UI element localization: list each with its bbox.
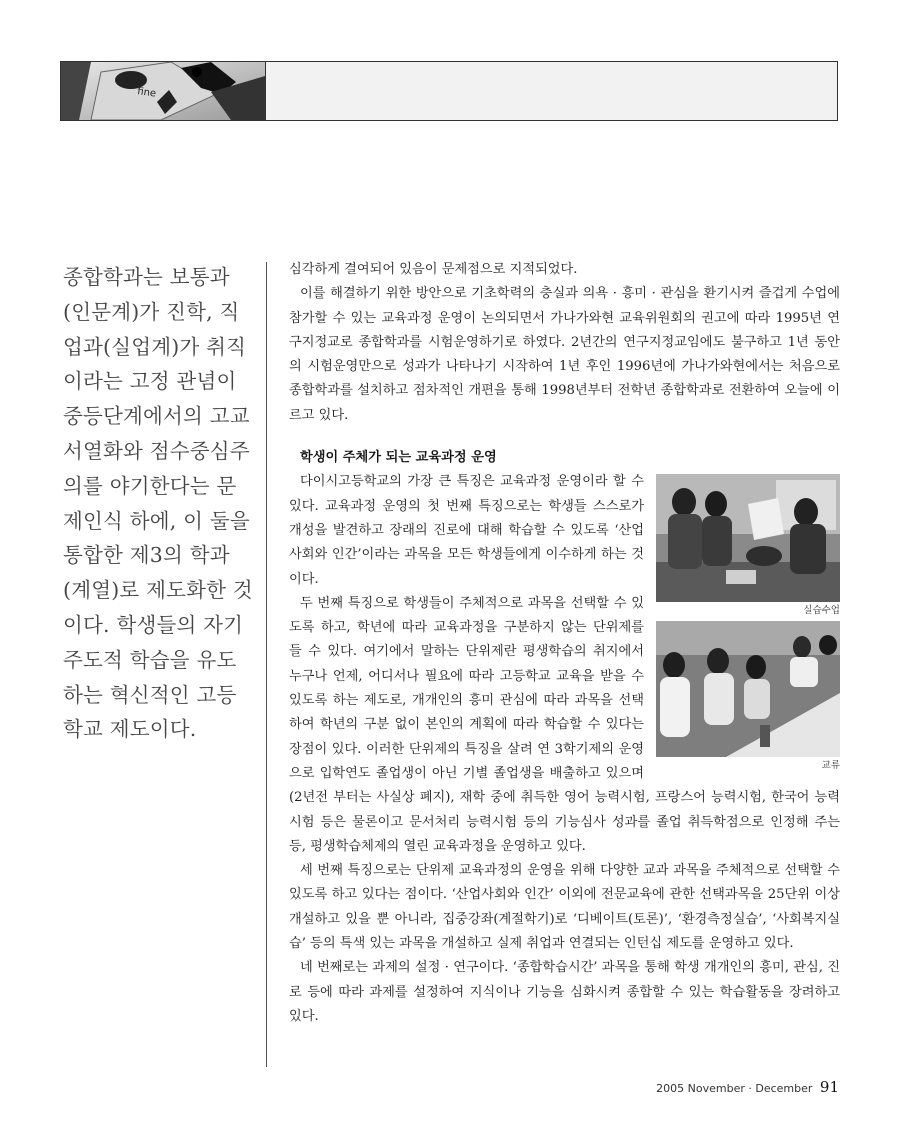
practice-class-graphic [656,474,840,602]
banner-photo [61,62,266,120]
banner-photo-graphic [61,62,265,120]
pull-quote-text: 종합학과는 보통과(인문계)가 진학, 직업과(실업계)가 취직이라는 고정 관념이 중등단계에서의 고교서열화와 점수중심주의를 야기한다는 문제인식 하에, 이 둘을 통합한 제3의 학과(계열)로 제도화한 것이다. 학생들의 자기주도적 학습을 유도하는 혁신적인 고등학교 제도이다. [63,265,253,742]
header-banner [60,61,838,121]
pull-quote [63,260,255,747]
paragraph-5: 세 번째 특징으로는 단위제 교육과정의 운영을 위해 다양한 교과 과목을 주체적으로 선택할 수 있도록 하고 있다는 점이다. ‘산업사회와 인간’ 이외에 전문교육에 관한 선택과목을 25단위 이상 개설하고 있을 뿐 아니라, 집중강좌(계절학기)로 ‘디베이트(토론)’, ‘환경측정실습’, ‘사회복지실습’ 등의 특색 있는 과목을 개설하고 실제 취업과 연결되는 인턴십 제도를 운영하고 있다. [289,863,840,952]
page-number: 91 [819,1078,839,1096]
paragraph-3: 다이시고등학교의 가장 큰 특징은 교육과정 운영이라 할 수 있다. 교육과정 운영의 첫 번째 특징으로는 학생들 스스로가 개성을 발견하고 장래의 진로에 대해 학습할 수 있도록 ‘산업사회와 인간’이라는 과목을 모든 학생들에게 이수하게 하는 것이다. [289,474,644,587]
photo-practice-class [656,474,840,621]
banner-word: fine [136,86,157,100]
photo-caption-2: 교류 [821,760,840,772]
exchange-graphic [656,621,840,757]
column-divider [266,262,267,1067]
photo-exchange [656,621,840,776]
page-footer [656,1078,839,1096]
paragraph-1: 심각하게 결여되어 있음이 문제점으로 지적되었다. [289,262,578,277]
photo-caption-1: 실습수업 [803,605,840,617]
photo-exchange-image [656,621,840,757]
paragraph-4: 두 번째 특징으로 학생들이 주체적으로 과목을 선택할 수 있도록 하고, 학년에 따라 교육과정을 구분하지 않는 단위제를 들 수 있다. 여기에서 말하는 단위제란 평생학습의 취지에서 누구나 언제, 어디서나 필요에 따라 고등학교 교육을 받을 수 있도록 하는 제도로, 개개인의 흥미 관심에 따라 과목을 선택하여 학년의 구분 없이 본인의 계획에 따라 학습할 수 있다는 장점이 있다. 이러한 단위제의 특징을 살려 연 3학기제의 운영으로 입학연도 졸업생이 아닌 기별 졸업생을 배출하고 있으며(2년전 부터는 사실상 폐지), 재학 중에 취득한 영어 능력시험, 프랑스어 능력시험, 한국어 능력시험 등은 물론이고 문서처리 능력시험 등의 기능심사 성과를 졸업 취득학점으로 인정해 주는 등, 평생학습체제의 열린 교육과정을 운영하고 있다. [289,595,840,854]
article-body [289,258,840,1029]
photo-practice-class-image [656,474,840,602]
paragraph-6: 네 번째로는 과제의 설정 · 연구이다. ‘종합학습시간’ 과목을 통해 학생 개개인의 흥미, 관심, 진로 등에 따라 과제를 설정하여 지식이나 기능을 심화시켜 종합할 수 있는 학습활동을 장려하고 있다. [289,960,840,1024]
paragraph-2: 이를 해결하기 위한 방안으로 기초학력의 충실과 의욕 · 흥미 · 관심을 환기시켜 즐겁게 수업에 참가할 수 있는 교육과정 운영이 논의되면서 가나가와현 교육위원회의 권고에 따라 1995년 연구지정교로 종합학과를 시험운영하기로 하였다. 2년간의 연구지정교임에도 불구하고 1년 동안의 시험운영만으로 성과가 나타나기 시작하여 1년 후인 1996년에 가나가와현에서는 처음으로 종합학과를 설치하고 점차적인 개편을 통해 1998년부터 전학년 종합학과로 전환하여 오늘에 이르고 있다. [289,286,840,423]
banner-blank-area [266,62,837,120]
issue-label: 2005 November · December [656,1082,813,1095]
section-heading: 학생이 주체가 되는 교육과정 운영 [300,450,497,466]
